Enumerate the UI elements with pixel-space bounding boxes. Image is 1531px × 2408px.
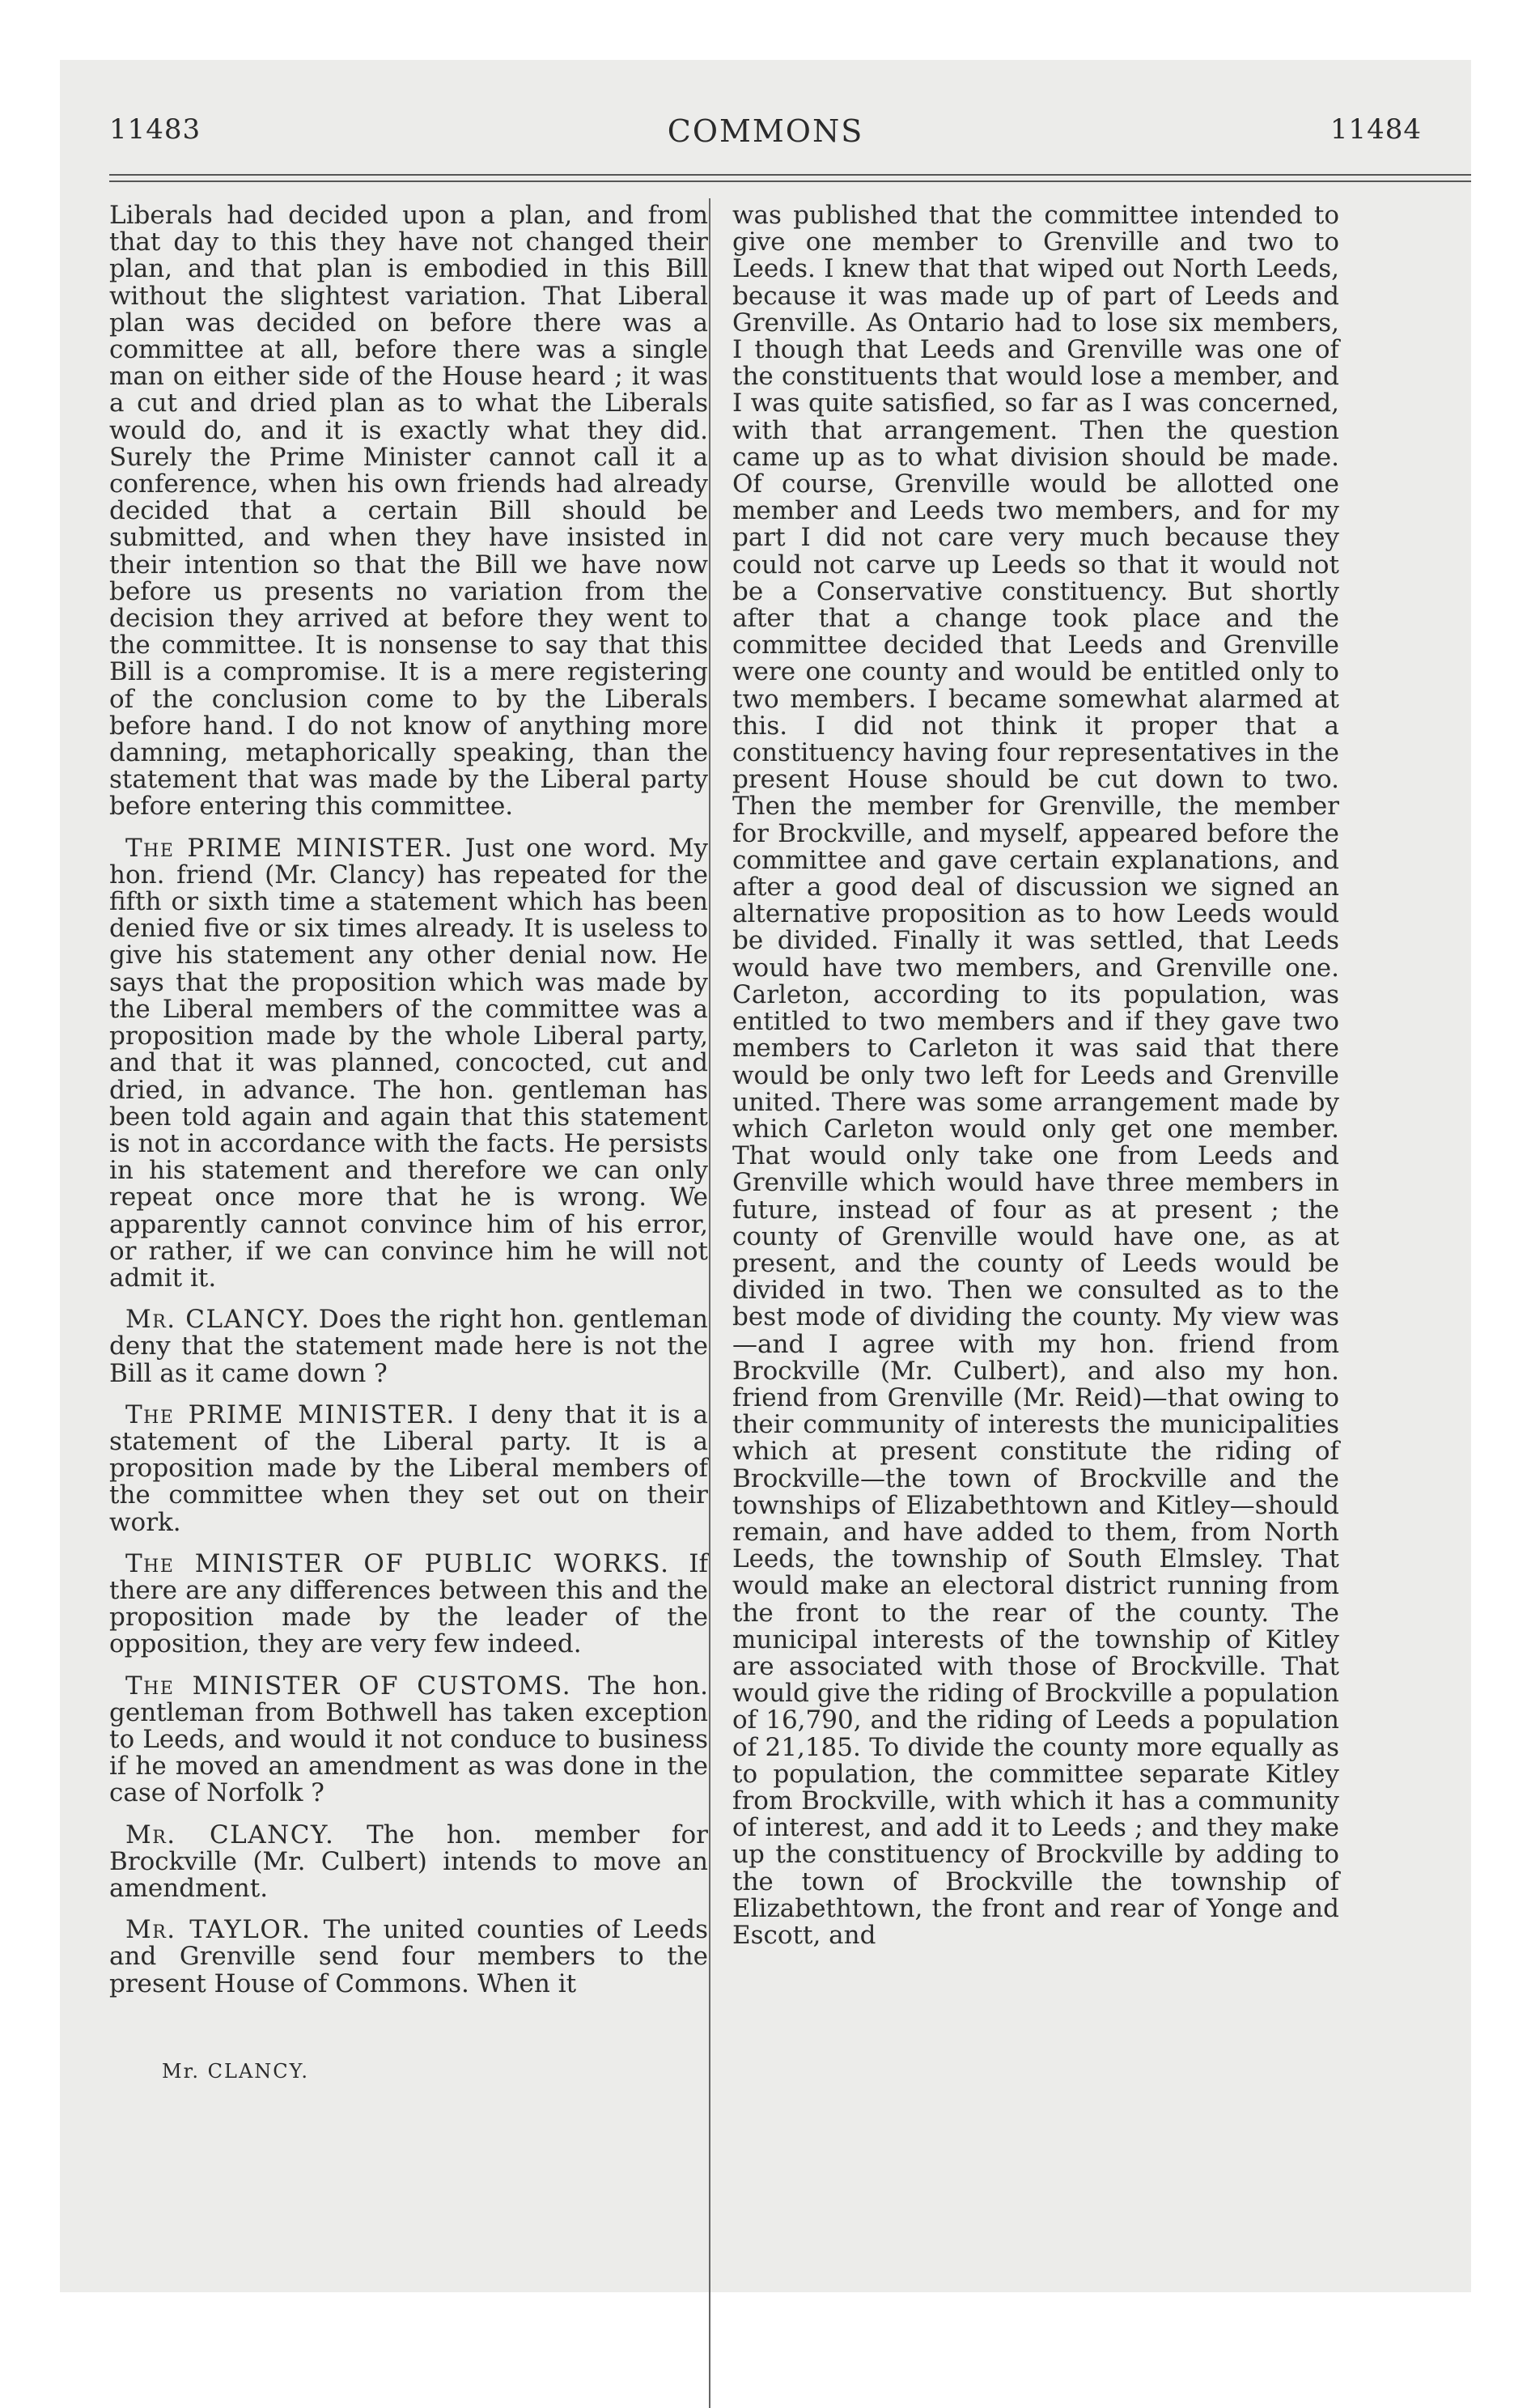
speech-text: The hon. member for Brockville (Mr. Culbert) intends to move an amendment. bbox=[109, 1820, 709, 1903]
paragraph: Liberals had decided upon a plan, and from that day to this they have not changed their plan, and that plan is embodied in this Bill without the slightest variation. That Liberal plan was decided on before there was a committee at all, before there was a single man on either side of the House heard ; it was a cut and dried plan as to what the Liberals would do, and it is exactly what they did. Surely the Prime Minister cannot call it a conference, when his own friends had already decided that a certain Bill should be submitted, and when they have insisted in their intention so that the Bill we have now before us presents no variation from the decision they arrived at before they went to the committee. It is nonsense to say that this Bill is a compromise. It is a mere registering of the conclusion come to by the Liberals before hand. I do not know of anything more damning, metaphorically speaking, than the statement that was made by the Liberal party before entering this committee. bbox=[109, 201, 708, 822]
speech bbox=[109, 1306, 708, 1387]
left-page-number: 11483 bbox=[109, 113, 201, 146]
speaker-name: The PRIME MINISTER. bbox=[125, 1399, 456, 1429]
speech-text: The united counties of Leeds and Grenville send four members to the present House of Commons. When it bbox=[109, 1915, 709, 1998]
speaker-name: The MINISTER OF PUBLIC WORKS. bbox=[125, 1548, 670, 1578]
speech-text: Does the right hon. gentleman deny that the statement made here is not the Bill as it came down ? bbox=[109, 1305, 709, 1388]
column-divider bbox=[709, 198, 710, 2408]
right-page-number: 11484 bbox=[1330, 113, 1422, 146]
speech bbox=[109, 1548, 708, 1659]
speech bbox=[109, 835, 708, 1292]
speaker-name: Mr. TAYLOR. bbox=[125, 1915, 312, 1945]
speech-text: If there are any differences between this and the proposition made by the leader of the opposition, they are very few indeed. bbox=[109, 1548, 708, 1659]
speaker-name: The MINISTER OF CUSTOMS. bbox=[125, 1671, 572, 1701]
speech-text: Just one word. My hon. friend (Mr. Clancy) has repeated for the fifth or sixth time a statement which has been denied five or six times already. It is useless to give his statement any other denial now. He says that the proposition which was made by the Liberal members of the committee was a proposition made by the whole Liberal party, and that it was planned, concocted, cut and dried, in advance. The hon. gentleman has been told again and again that this statement is not in accordance with the facts. He persists in his statement and therefore we can only repeat once more that he is wrong. We apparently cannot convince him of his error, or rather, if we can convince him he will not admit it. bbox=[109, 833, 709, 1293]
header-rule bbox=[109, 174, 1471, 182]
speech bbox=[109, 1673, 708, 1807]
paragraph: was published that the committee intended to give one member to Grenville and two to Leeds. I knew that that wiped out North Leeds, because it was made up of part of Leeds and Grenville. As Ontario had to lose six members, I though that Leeds and Grenville was one of the constituents that would lose a member, and I was quite satisfied, so far as I was concerned, with that arrangement. Then the question came up as to what division should be made. Of course, Grenville would be allotted one member and Leeds two members, and for my part I did not care very much because they could not carve up Leeds so that it would not be a Conservative constituency. But shortly after that a change took place and the committee decided that Leeds and Grenville were one county and would be entitled only to two members. I became somewhat alarmed at this. I did not think it proper that a constituency having four representatives in the present House should be cut down to two. Then the member for Grenville, the member for Brockville, and myself, appeared before the committee and gave certain explanations, and after a good deal of discussion we signed an alternative proposition as to how Leeds would be divided. Finally it was settled, that Leeds would have two members, and Grenville one. Carleton, according to its population, was entitled to two members and if they gave two members to Carleton it was said that there would be only two left for Leeds and Grenville united. There was some arrangement made by which Carleton would only get one member. That would only take one from Leeds and Grenville which would have three members in future, instead of four as at present ; the county of Grenville would have one, as at present, and the county of Leeds would be divided in two. Then we consulted as to the best mode of dividing the county. My view was—and I agree with my hon. friend from Brockville (Mr. Culbert), and also my hon. friend from Grenville (Mr. Reid)—that owing to their community of interests the municipalities which at present constitute the riding of Brockville—the town of Brockville and the townships of Elizabethtown and Kitley—should remain, and have added to them, from North Leeds, the township of South Elmsley. That would make an electoral district running from the front to the rear of the county. The municipal interests of the township of Kitley are associated with those of Brockville. That would give the riding of Brockville a population of 16,790, and the riding of Leeds a population of 21,185. To divide the county more equally as to population, the committee separate Kitley from Brockville, with which it has a community of interest, and add it to Leeds ; and they make up the constituency of Brockville by adding to the town of Brockville the township of Elizabethtown, the front and rear of Yonge and Escott, and bbox=[732, 201, 1339, 1950]
speech bbox=[109, 1917, 708, 1998]
speaker-name: Mr. CLANCY. bbox=[125, 1305, 311, 1335]
speech bbox=[109, 1822, 708, 1903]
page-header bbox=[0, 113, 1531, 162]
speech-text: The hon. gentleman from Bothwell has taken exception to Leeds, and would it not conduce to business if he moved an amendment as was done in the case of Norfolk ? bbox=[109, 1671, 708, 1808]
left-column bbox=[109, 202, 708, 2012]
speech bbox=[109, 1399, 708, 1537]
header-title: COMMONS bbox=[667, 113, 864, 149]
speaker-name: Mr. CLANCY. bbox=[125, 1820, 335, 1850]
right-column bbox=[732, 202, 1339, 1964]
footer-running-name: Mr. CLANCY. bbox=[162, 2060, 310, 2083]
speech-text: I deny that it is a statement of the Liberal party. It is a proposition made by the Liberal members of the committee when they set out on their work. bbox=[109, 1399, 708, 1537]
speaker-name: The PRIME MINISTER. bbox=[125, 833, 454, 863]
